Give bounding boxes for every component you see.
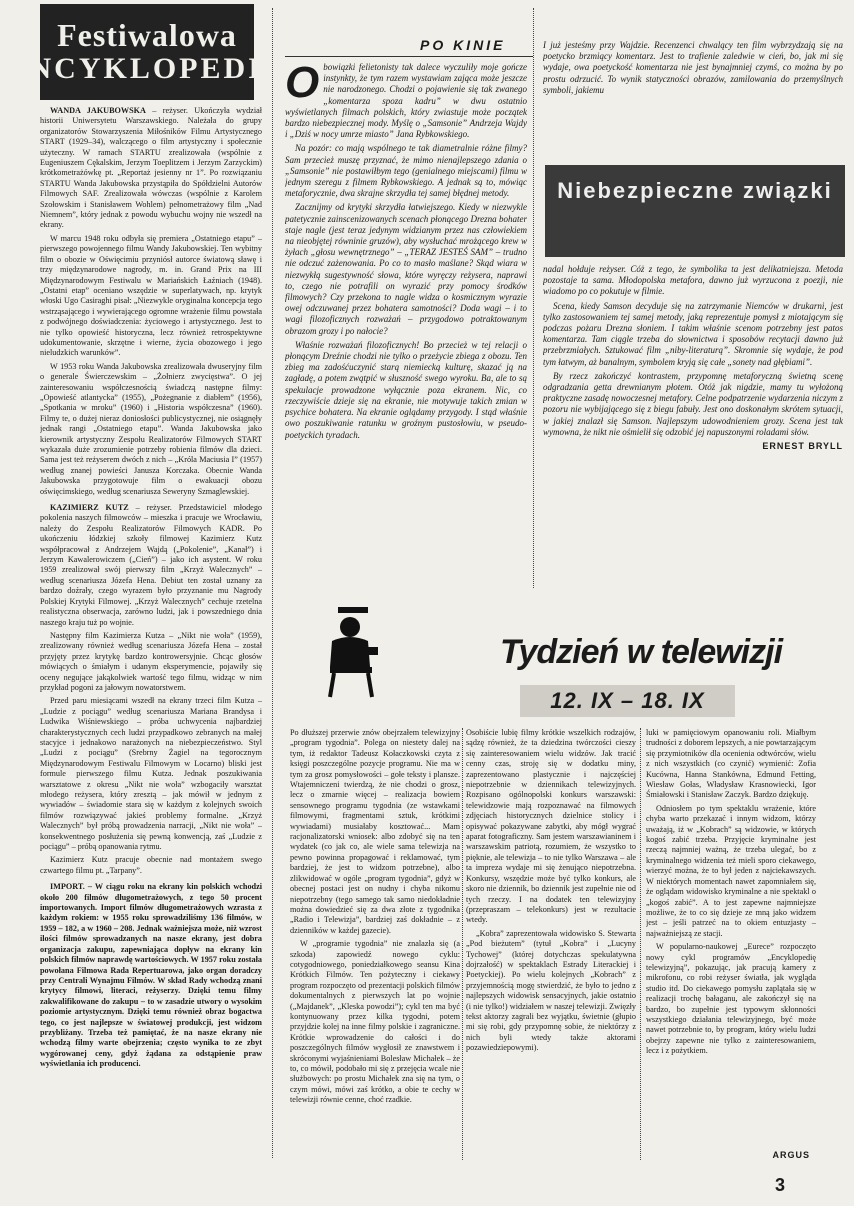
tv-illustration — [320, 605, 380, 700]
entry-text: W 1953 roku Wanda Jakubowska zrealizowała dwuseryjny film o generale Świerczewskim – „Żołnierz zwycięstwa”. O jej zainteresowaniu współczesnością świadczą następne filmy: „Opowieść atlantycka” (1955), „Pożegnanie z diabłem” (1956), „Spotkania w mroku” (1960) i „Historia współczesna” (1960). Filmy te, o dużej nieraz doniosłości publicystycznej, nie osiągnęły jednak rangi „Ostatniego etapu”. Wanda Jakubowska jako kierownik artystyczny Zespołu Realizatorów Filmowych START wykazała duże zrozumienie potrzeby robienia filmów dla dzieci. Sama jest też reżyserem dwóch z nich – „Króla Maciusia I” (1957) według znanej powieści Janusza Korczaka. Obecnie Wanda Jakubowska przygotowuje film o ewakuacji obozu oświęcimskiego, według scenariusza Seweryny Szmaglewskiej. — [40, 361, 262, 496]
review-dropcap: O — [285, 62, 320, 107]
tv-section-title: Tydzień w telewizji — [500, 633, 783, 671]
review-paragraph: nadal hołduje reżyser. Cóż z tego, że symbolika ta jest delikatniejsza. Metoda pozostaje ta sama. Młodopolska metafora, dawno już wyrzucona z poezji, nie wiadomo po co pokutuje w filmie. — [543, 264, 843, 297]
encyclopedia-entry — [40, 106, 262, 231]
section-rule — [285, 56, 533, 57]
tv-paragraph: luki w pamięciowym opanowaniu roli. Miałbym trudności z doborem lepszych, a nie powtarzającym się przymiotników dla ocenienia odtwórców, wielu z nich wszystkich (co czynić) wymienić: Zofia Kucówna, Hanna Stankówna, Edmund Fetting, Wiesław Gołas, Władysław Krasnowiecki, Igor Śmiałowski i Stanisław Zaczyk. Bardzo dziękuję. — [646, 728, 816, 800]
tv-paragraph: Po dłuższej przerwie znów obejrzałem telewizyjny „program tygodnia”. Polega on niestety dalej na tym, iż redaktor Tadeusz Kołaczkowski czyta z księgi poszczególne pozycje programu. Nie ma w tym za grosz pomysłowości – gołe teksty i plansze. Wtajemniczeni twierdzą, że nie chodzi o grosz, lecz o zmarnie więcej – realizacja bowiem sensownego programu tygodnia (ze wstawkami filmowymi, fragmentami sztuk, krótkimi wywiadami) musiałaby kosztować... Mam racjonalizatorski wniosek: albo zdobyć się na ten wydatek (co jak co, ale wiele sama telewizja na pewno powinna propagować i reklamować, tym bardziej, że jest to widzom potrzebne), albo zlikwidować w ogóle „program tygodnia”, gdyż w obecnej postaci jest on nudny i chyba nikomu niepotrzebny (tego samego tak samo niedokładnie można dowiedzieć się za dwa złote z tygodnika „Radio i Telewizja”, bardziej zaś dokładnie – z dzienników w każdej gazecie). — [290, 728, 460, 935]
entry-text: Kazimierz Kutz pracuje obecnie nad montażem swego czwartego filmu pt. „Tarpany”. — [40, 855, 262, 875]
review-paragraph: Zacznijmy od krytyki skrzydła łatwiejszego. Kiedy w niezwykle patetycznie zainscenizowanych scenach płonącego Drezna bohater staje nagle (jest teraz jedynym widzianym przez nas człowiekiem na nieobjętej równinie gruzów), aby wysłuchać mrożącego krew w żyłach „głosu wewnętrznego” – „TERAZ JESTEŚ SAM” – trudno nie odczuć zażenowania. Po co to masło maślane? Skąd wiara w niezwykłą sugestywność słowa, które wyręczy reżysera, naprawi to, czego nie potrafili on wyrazić przy pomocy środków filmowych? Czy przekona to nagle widza o kosmicznym wyrazie owej odczuwanej przez bohatera samotności? Doda wagi – i to wagi filozoficznych rozważań – przygodowo potraktowanym obrazom grozy i po nałocie? — [285, 202, 527, 336]
entry-text: – reżyser. Ukończyła wydział historii Uniwersytetu Warszawskiego. Należała do grupy organizatorów Stowarzyszenia Miłośników Filmu Artystycznego START (1929–34), walczącego o film artystyczny i społecznie użyteczny. W ramach STARTU zrealizowała (wspólnie z Eugeniuszem Cękalskim, Jerzym Toeplitzem i Jerzym Zarzyckim) krótkometrażówkę pt. „Reportaż jesienny nr 1”. Po rozwiązaniu STARTU Wanda Jakubowska przystąpiła do Spółdzielni Autorów Filmowych SAF. Zrealizowała wówczas (wspólnie z Karolem Szołowskim i Stanisławem Wohlem) pełnometrażowy film „Nad Niemnem”, który jednak z powodu wybuchu wojny nie wszedł na ekrany. — [40, 106, 262, 230]
television-viewer-icon — [320, 605, 380, 700]
section-title-po-kinie: PO KINIE — [420, 37, 506, 53]
encyclopedia-entry — [40, 234, 262, 359]
review-paragraph: I już jesteśmy przy Wajdzie. Recenzenci chwalący ten film wybrzydzają się na poetycko brzmiący komentarz. Jest to trafienie zaledwie w cień, bo, jak mi się wydaje, owa poetyckość komentarza nie jest bynajmniej czymś, co można by po prostu odrzucić. To wynik statyczności obrazów, zamilowania do przemyślnych symboli, jakiemu — [543, 40, 843, 95]
entry-text: W marcu 1948 roku odbyła się premiera „Ostatniego etapu” – pierwszego powojennego filmu Wandy Jakubowskiej. Ten wybitny film o obozie w Oświęcimiu przyniósł autorce światową sławę i trzy międzynarodowe nagrody, m. in. Grand Prix na III Międzynarodowym Festiwalu w Mariańskich Łaźniach (1948). „Ostatni etap” oceniano wszędzie w superlatywach, np. krytyk włoski Ugo Casiraghi pisał: „Niezwykle oryginalna koncepcja tego wstrząsającego i wywierającego ogromne wrażenie filmu powstała z podwójnego doświadczenia: życiowego i artystycznego. Jest to nie tylko opowieść historyczna, lecz również retrospektywne udokumentowanie, skrzętne i wierne, życia obozowego i jego nieludzkich warunków”. — [40, 233, 262, 358]
encyclopedia-entry — [40, 855, 262, 876]
review-column-2-top — [543, 40, 843, 158]
tv-paragraph: Odniosłem po tym spektaklu wrażenie, które chyba warto przekazać i innym widzom, którzy uważają, iż w „Kobrach” są widzowie, w których kogoś zabić trzeba. Przyjęcie kryminalne jest rzeczą najmniej ważną, że trzeba ulegać, bo z kryminalnego widzenia też mieli sporo ciekawego, wierzyć można, że to był jeden z najciekawszych. W niektórych momentach nawet zapomniałem się, że oglądam widowisko kryminalne a nie spektakl o „kogoś zabić”. A to jest zapewne najmniejsze możliwe, że to co się dzieje ze mną jako widzem jest – jeśli patrzeć na to okiem entuzjasty – najważniejszą ze stacji. — [646, 803, 816, 938]
encyclopedia-entry — [40, 882, 262, 1069]
review-intro: Obowiązki felietonisty tak dalece wyczuliły moje gończe instynkty, że tym razem wystawiam zająca może jeszcze nie narodzonego. Chodzi o pojawienie się tak zwanego „komentarza spoza kadru” w dwu ostatnio wyświetlanych filmach polskich, który zwiastuje może początek bardzo niebezpiecznej mody. Myślę o „Samsonie” Andrzeja Wajdy i „Dziś w nocy umrze miasto” Jana Rybkowskiego. — [285, 62, 527, 140]
encyclopedia-column — [40, 106, 262, 1166]
tv-column-2 — [466, 728, 636, 1160]
review-paragraph: By rzecz zakończyć kontrastem, przypomnę metaforyczną świetną scenę odgradzania getta drewnianym płotem. Otóż jak nigdzie, mamy tu wyłożoną praktyczne zasadę nowoczesnej metafory. Celne podpatrzenie wydarzenia niczym z pozoru nie wybijającego się z biegu fabuły. Jest ono doskonałym skrótem sytuacji, w jakiej znalazł się Samson. Najlepszym udowodnieniem grozy. Scena jest tak wymowna, że nikt nie ośmielił się odzobić jej napuszonymi roladami słów. — [543, 370, 843, 437]
entry-text: – reżyser. Przedstawiciel młodego pokolenia naszych filmowców – mieszka i pracuje we Wrocławiu, należy do Zespołu Realizatorów Filmowych KADR. Po ukończeniu łódzkiej szkoły filmowej Kazimierz Kutz współpracował z Andrzejem Wajdą („Pokolenie”, „Kanał”) i Jerzym Kawalerowiczem („Cień”) – jako ich asystent. W roku 1959 zrealizował swój pierwszy film „Krzyż Walecznych” – według scenariusza Józefa Hena. Debiut ten został uznany za bardzo doźrały, czego wyrazem było przyznanie mu Nagrody Polskiej Krytyki Filmowej. „Krzyż Walecznych” cechuje rzetelna realistyczna obserwacja, zarówno ludzi, jak i powszedniego dnia naszego kraju tuż po wojnie. — [40, 503, 262, 627]
entry-text: Następny film Kazimierza Kutza – „Nikt nie woła” (1959), zrealizowany również według scenariusza Józefa Hena – został przyjęty przez krytykę bardzo kontrowersyjnie. Chcąc głosów mówiących o śmiałym i udanym eksperymencie, pojawiły się oceny negujące jakąkolwiek wartość tego filmu, widząc w nim przykład pogoni za jałowym nowatorstwem. — [40, 630, 262, 692]
review-column-2-bottom — [543, 264, 843, 594]
entry-text: – W ciągu roku na ekrany kin polskich wchodzi około 200 filmów długometrażowych, z tego 50 procent importowanych. Import filmów długometrażowych wzrasta z każdym rokiem: w 1955 roku sprowadziliśmy 136 filmów, w 1959 – 182, a w 1960 – 208. Jednak ważniejsza może, niż wzrost ilości filmów sprowadzanych na nasze ekrany, jest dobra organizacja zakupu, zapewniająca dopływ na ekrany kin polskich filmów naprawdę wartościowych. W 1957 roku została powołana Filmowa Rada Repertuarowa, jako organ doradczy przy Centrali Wynajmu Filmów. W skład Rady wchodzą znani krytycy filmowi, literaci, reżyserzy. Dzięki temu filmy zakwalifikowane do zakupu – to w zasadzie utwory o wysokim poziomie artystycznym. Dzięki temu również obraz bogactwa tego, co jest najlepsze w światowej produkcji, jest widzom przybliżany. Trzeba też pamiętać, że na nasze ekrany nie wchodzą filmy warte obejrzenia; często wynika to ze zbyt wygórowanej ceny, gdyż żądana za odstąpienie praw wyświetlania ich producenci. — [40, 882, 262, 1069]
tv-section-dates: 12. IX – 18. IX — [520, 685, 735, 717]
entry-name: IMPORT. — [50, 882, 85, 892]
entry-name: WANDA JAKUBOWSKA — [50, 106, 146, 115]
review-paragraph: Na pozór: co mają wspólnego te tak diametralnie różne filmy? Sam przecież muszę przyznać, że mimo nienajlepszego zdania o „Samsonie” nie postawiłbym tego (genialnego miejscami) filmu w jednym szeregu z filmem Rybkowskiego. A jednak są to, mówiąc metaforycznie, dwa skrajne skrzydła tej samej błędnej metody. — [285, 143, 527, 199]
encyclopedia-entry — [40, 631, 262, 693]
subtitle-niebezpieczne-zwiazki: Niebezpieczne związki — [545, 165, 845, 257]
tv-column-3 — [646, 728, 816, 1148]
tv-author: ARGUS — [772, 1150, 810, 1160]
column-divider — [272, 8, 273, 1158]
encyclopedia-entry — [40, 362, 262, 497]
festival-encyclopedia-header — [6, 4, 288, 100]
tv-column-1 — [290, 728, 460, 1160]
entry-name: KAZIMIERZ KUTZ — [50, 503, 129, 513]
header-line-2: ENCYKLOPEDIA — [6, 52, 288, 85]
encyclopedia-entry — [40, 696, 262, 852]
tv-paragraph: W „programie tygodnia” nie znalazła się (a szkoda) zapowiedź nowego cyklu: cotygodniowego, poniedziałkowego seansu Kina Krótkich Filmów. Ten pożyteczny i ciekawy program rozpoczęto od prezentacji polskich filmów dokumentalnych z pierwszych lat po wojnie („Majdanek”, „Kleska powodzi”); cykl ten ma być kontynuowany przez kilka tygodni, potem przyjdzie kolej na inne filmy polskie i zagraniczne. Krótkie wprowadzenie do całości i do poszczególnych filmów wygłosił ze znawstwem i skróconymi wyjaśnieniami Bolesław Michałek – że to, co mówił, podobało mi się z przejęcia wcale nie służbowych: po prostu Michałek zna się na tym, o czym mówi, mówi zaś krótko, a obie te cechy w telewizji równie cenne, choć rzadkie. — [290, 939, 460, 1105]
review-author: ERNEST BRYLL — [762, 441, 843, 452]
column-divider — [640, 728, 641, 1160]
column-divider — [533, 8, 534, 588]
review-paragraph: Scena, kiedy Samson decyduje się na zatrzymanie Niemców w drukarni, jest tylko zastosowaniem tej samej metody, jaką reprezentuje pomysł z miotającym się podczas pożaru Drezna słoniem. I takim właśnie scenom potrzebny jest patos komentarza. Tam ciągle trzeba do słownictwa i sposobów recytacji dawno już przebrzmiałych. Sztukować film „niby-literaturą”. Skromnie się wydaje, że pod tym łatwym, aż banalnym, symbolem kryją się całe „sonety nad głębiami”. — [543, 300, 843, 367]
tv-paragraph: W popularno-naukowej „Eurece” rozpoczęto nowy cykl programów „Encyklopedię telewizyjną”, pokazując, jak pracują kamery z mikrofonu, co robi reżyser światła, jak wygląda studio itd. Do ciekawego pomysłu zaplątała się w realizacji trochę bałaganu, ale zakończył się na bardzo, bo zupełnie jest typowym skłonności wszystkiego działania telewizyjnego, być może nawet potrzebnie to, by program, który wielu ludzi obejrzy zapewne nie tylko z zainteresowaniem, lecz i z pożytkiem. — [646, 942, 816, 1056]
page-number: 3 — [775, 1175, 786, 1195]
tv-paragraph: „Kobra” zaprezentowała widowisko S. Stewarta „Pod bieżutem” (tytuł „Kobra” i „Lucyny Tychowej” (której dotychczas spekulatywna dojrzałość) w spektaklach Estrady Literackiej i Poetyckiej). Po wielu kolejnych „Kobrach” z przyjemnością mogę stwierdzić, że było to jedno z najlepszych widowisk sensacyjnych, jakie ostatnio (i nie tylko!) widziałem w naszej telewizji. Zwięzły tekst aktorzy zagrali bez wyjątku, świetnie (głupio mi się robi, gdy przypomnę sobie, że niektórzy z nich byli wtedy także aktorami pozawiedziepowymi). — [466, 928, 636, 1053]
review-paragraph: Właśnie rozważań filozoficznych! Bo przecież w tej relacji o płonącym Dreźnie chodzi nie tylko o przeżycie zbiega z obozu. Ten zbieg ma zadośćuczynić starą niemiecką kulturę, skazać ją na zagładę, a potem zwątpić w słuszność swego wyroku. Ba, ale to są spekulacje prowadzone wyłącznie poza ekranem. Nic, co rzeczywiście dzieje się na ekranie, nie motywuje takich zmian w psychice bohatera. Na ekranie oglądamy przygody. I stąd właśnie owo poszukiwanie ratunku w groźnym pustosłowiu, w pseudo-poetyckich tyradach. — [285, 339, 527, 440]
header-line-1: Festiwalowa — [57, 17, 237, 53]
encyclopedia-entry — [40, 503, 262, 628]
entry-text: Przed paru miesiącami wszedł na ekrany trzeci film Kutza – „Ludzie z pociągu” według scenariusza Mariana Brandysa i Ludwika Wiśniewskiego – próba uchwycenia najbardziej charakterystycznych cech ludzi przypadkowo zebranych na małej stacyjce i jednakowo narażonych na niebezpieczeństwo. Styl „Ludzi z pociągu” (Srebrny Żagiel na tegorocznym Międzynarodowym Festiwalu Filmowym w Locarno) bliski jest formule pierwszego filmu Kutza. Jednak poszukiwania warsztatowe z okresu „Nikt nie woła” wzbogaciły warsztat młodego reżysera, który zresztą – jak mówił w jednym z wywiadów – świadomie stara się w każdym z kolejnych swoich filmów rozwiązywać jakieś problemy formalne. „Krzyż Walecznych” był próbą prowadzenia narracji, „Nikt nie woła” – konsekwentnego posłużenia się pewną konwencją, zaś „Ludzie z pociągu” – próbą opanowania rytmu. — [40, 696, 262, 852]
tv-paragraph: Osobiście lubię filmy krótkie wszelkich rodzajów, sądzę również, że ta dziedzina twórczości cieszy się zainteresowaniem wielu widzów. Jak tracić cenny czas, stroję się w dodatku miny, zaprezentowano plastycznie i najczęściej niepotrzebnie w dziennikach telewizyjnych. Rozpisano ogólnopolski konkurs warszawski: telewidzowie mają rozpoznawać na filmowych zdjęciach historycznych dzielnice stolicy i opisywać pokazywane zabytki, aby mógł wygrać aparat fotograficzny. Sam jestem warszawianinem i warszawskim patriotą, rozumiem, że wszystko to pięknie, ale telewizja – to nie tylko Warszawa – ale ta impreza wydaje mi się żenująco niepotrzebna. Konkursy, wszędzie może być tylko konkurs, ale skoro nie dziennik, bo dziennik jest zupełnie nie od tych rzeczy. I na dodatek ten telewizyjny (przepraszam – telekonkurs) jest w rezultacie wtedy. — [466, 728, 636, 925]
review-column-1 — [285, 62, 527, 587]
column-divider — [462, 728, 463, 1160]
